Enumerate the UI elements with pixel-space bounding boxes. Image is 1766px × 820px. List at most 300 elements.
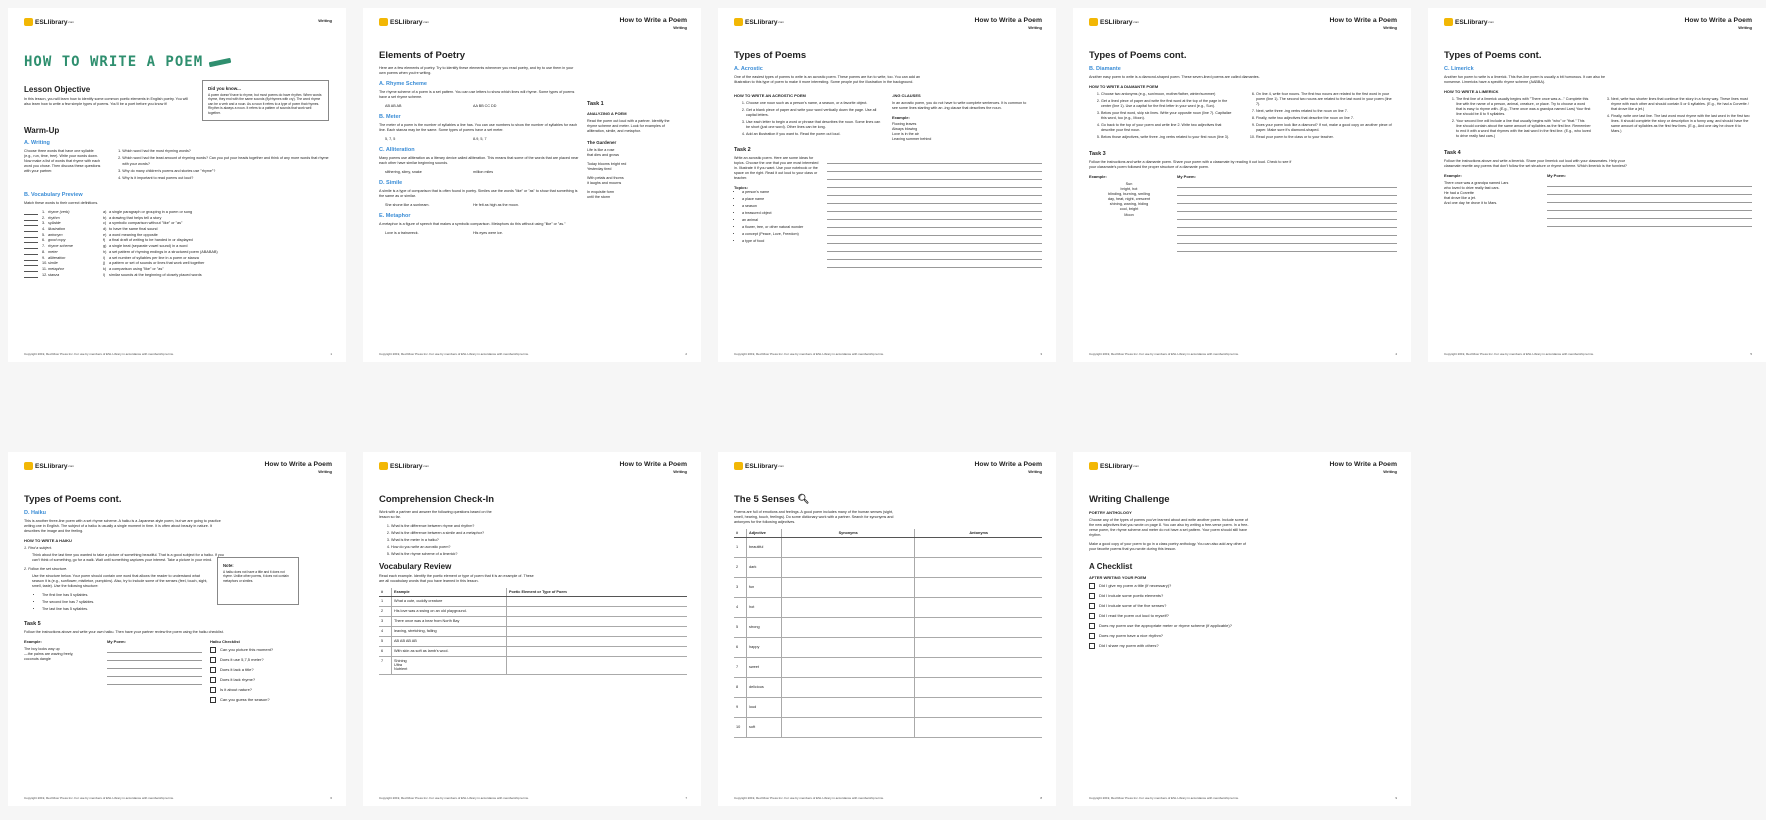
row-number: 4 (379, 626, 392, 636)
writing-line[interactable] (1177, 228, 1397, 236)
writing-line[interactable] (107, 661, 202, 669)
row-number: 7 (379, 656, 392, 674)
writing-line[interactable] (827, 260, 1042, 268)
checkbox[interactable] (1089, 583, 1095, 589)
vocab-review-table: # Example Poetic Element or Type of Poem 1 What a cute, cuddly creature 2 His love was a swing on an old playground. 3 There once was a bear from North Bay 4 leaving, stretching, falling 5 AB AB AB AB 6 With skin as soft as lamb's wool. 7 Shining Ultra Nutrient (379, 588, 687, 675)
page-footer: Copyright 2019, Red River Press Inc. For use by members of ESL Library in accordance with membership terms. 4 (1089, 352, 1397, 356)
poem-line: shining, waning, hiding (1109, 202, 1149, 207)
writing-line[interactable] (1547, 187, 1752, 195)
writing-line[interactable] (1177, 204, 1397, 212)
definition-text: a pattern or set of sounds or lines that work well together (109, 261, 205, 266)
writing-line[interactable] (1547, 219, 1752, 227)
row-number: 8 (734, 677, 747, 697)
book-icon (24, 18, 33, 26)
writing-line[interactable] (1547, 179, 1752, 187)
checklist-item (1089, 613, 1397, 619)
poem-line: until the storm (587, 194, 611, 199)
table-row (734, 657, 1042, 677)
page-footer: Copyright 2019, Red River Press Inc. For use by members of ESL Library in accordance with membership terms. 8 (734, 796, 1042, 800)
table-row (379, 656, 687, 674)
writing-line[interactable] (1177, 212, 1397, 220)
vocab-number: 4. (42, 227, 46, 232)
table-row (734, 637, 1042, 657)
poem-line: Life is like a rose (587, 147, 615, 152)
checkbox[interactable] (1089, 593, 1095, 599)
poem-line: who loved to drive really fast cars. (1444, 185, 1500, 190)
poem-line: There once was a grandpa named Lars (1444, 180, 1509, 185)
page-title: Types of Poems (734, 50, 807, 61)
esl-library-logo: ESLlibrary .com (734, 462, 784, 470)
poem-line: Today blooms bright red (587, 161, 627, 166)
page-header: ESLlibrary .com How to Write a Poem Writing (24, 462, 332, 484)
vocab-word: illustration (48, 227, 66, 232)
haiku-checklist (210, 647, 332, 703)
example-cell: What a cute, cuddly creature (392, 596, 507, 606)
checklist-item (1089, 593, 1397, 599)
vocab-number: 5. (42, 232, 46, 237)
answer-blank[interactable] (24, 244, 38, 249)
page-title: Writing Challenge (1089, 494, 1170, 505)
page-footer: Copyright 2019, Red River Press Inc. For use by members of ESL Library in accordance with membership terms. 9 (1089, 796, 1397, 800)
writing-line[interactable] (107, 669, 202, 677)
page-7: ESLlibrary .com How to Write a Poem Writing Comprehension Check-In Work with a partner and answer the following questions based on the lesson so far. 1. What is the difference between rhyme and rhythm? 2. What is the difference between a simile and a metaphor? 3. What is the meter in a haiku? 4. How do you write an acrostic poem? 5. What is the rhyme scheme of a limerick? Vocabulary Review Read each example. Identify the poetic element or type of poem that it is an example of. These are all vocabulary words that you have learned in this lesson. # Example Poetic Element or Type of Poem 1 What a cute, cuddly creature 2 His love was a swing on an old playground. 3 There once was a bear from North Bay 4 leaving, stretching, falling 5 AB AB AB AB 6 With skin as soft as lamb's wool. 7 Shining Ultra Nutrient Copyright 2019, Red River Press Inc. For use by members of ESL Library in accordance with membership terms. 7 (363, 452, 701, 806)
row-number: 1 (379, 596, 392, 606)
poem-line: bright, hot (1120, 186, 1138, 191)
definition-text: a single beat (separate vowel sound) in a word (109, 244, 188, 249)
poem-line: cool, bright (1119, 207, 1139, 212)
checklist-item (210, 687, 332, 693)
answer-blank[interactable] (24, 216, 38, 221)
answer-blank[interactable] (24, 238, 38, 243)
writing-line[interactable] (827, 188, 1042, 196)
adjective-cell: happy (747, 637, 782, 657)
checklist-text: Can you guess the season? (220, 697, 270, 703)
esl-library-logo: ESLlibrary .com (1444, 18, 1494, 26)
vocab-number: 11. (42, 266, 47, 271)
did-you-know-box: Did you know... A poem doesn't have to rhyme, but most poems do have rhythm. When words rhyme, they end with the same sounds (fly/rhymes with cry). The word rhyme can be a verb and a noun. As a noun it refers to a type of poem that rhymes. Rhythm is always a noun. It refers to a pattern of sounds that work well together. (202, 80, 329, 121)
page-header: ESLlibrary .com How to Write a Poem Writing (379, 18, 687, 40)
poem-line: Moon (1124, 212, 1134, 217)
antonyms-cell[interactable] (915, 717, 1042, 737)
vocab-number: 8. (42, 249, 46, 254)
page-4: ESLlibrary .com How to Write a Poem Writing Types of Poems cont. B. Diamante Another easy poem to write is a diamond-shaped poem. These seven-lined poems are called diamantes. HOW TO WRITE A DIAMANTE POEM 1. Choose two antonyms (e.g., sun/moon, mother/father, winter/summer) 2. Get a lined piece of paper and write the first word at the top of the page in the center (line 1). Use a capital for the first letter in your word (e.g., Sun). 3. Below your first word, skip six lines. Write your opposite noun (line 7). Capitalize this word, too (e.g., Moon). 4. Go back to the top of your poem and write line 2. Write two adjectives that describe your first noun. 5. Below those adjectives, write three -ing verbs related to your first noun (line 3). 6. On line 4, write four nouns. The first two nouns are related to the first word in your poem (line 1). The second two nouns are related to the last word in your poem (line 7). 7. Next, write three -ing verbs related to the noun on line 7. 8. Finally, write two adjectives that describe the noun on line 7. 9. Does your poem look like a diamond? If not, make a good copy on another piece of paper. Make sure it's diamond-shaped. 10. Read your poem to the class or to your teacher. Task 3 Follow the instructions and write a diamante poem. Share your poem with a classmate by reading it out loud. Check to see if your classmate's poem followed the proper structure of a diamante poem. Example: Sun bright, hot blinding, burning, smiling day, heat, night, crescent shining, waning, hiding cool, bright Moon My Poem: Copyright 2019, Red River Press Inc. For use by members of ESL Library in accordance with membership terms. 4 (1073, 8, 1411, 362)
answer-blank[interactable] (24, 233, 38, 238)
checkbox[interactable] (210, 647, 216, 653)
crayon-icon (209, 57, 232, 66)
esl-library-logo: ESLlibrary .com (734, 18, 784, 26)
vocab-word: metaphor (48, 266, 65, 271)
writing-line[interactable] (827, 252, 1042, 260)
checkbox[interactable] (1089, 613, 1095, 619)
page-footer: Copyright 2019, Red River Press Inc. For use by members of ESL Library in accordance with membership terms. 2 (379, 352, 687, 356)
table-row (379, 616, 687, 626)
senses-table: # Adjective Synonyms Antonyms 1 beautiful 2 dark 3 fun 4 hot 5 strong 6 happy 7 sweet 8 delicious 9 loud 10 soft (734, 529, 1042, 738)
definition-letter: c) (103, 221, 107, 226)
example-cell: AB AB AB AB (392, 636, 507, 646)
checkbox[interactable] (1089, 633, 1095, 639)
poem-line: blinding, burning, smiling (1108, 192, 1150, 197)
answer-blank[interactable] (24, 273, 38, 278)
definition-letter: k) (103, 266, 107, 271)
writing-line[interactable] (1177, 236, 1397, 244)
checklist-item (210, 677, 332, 683)
diamante-example (1089, 182, 1169, 218)
writing-line[interactable] (1177, 188, 1397, 196)
vocab-matching (24, 210, 332, 278)
limerick-steps-right: 3. Next, write two shorter lines that continue the story in a funny way. These lines must rhyme with each other and should contain 5 or 6 syllables. (E.g., He had a Corvette / that drove like a jet.) 4. Finally, write one last line. The last word must rhyme with the last word in the first two lines. It should complete the story or description in a funny way, and should have the same amount of syllables as the first few lines. (E.g., And one day he drove it to Mars.) (1599, 97, 1751, 141)
esl-library-logo: ESLlibrary .com (1089, 18, 1139, 26)
vocab-number: 7. (42, 244, 46, 249)
checklist-text: Did I include some of the five senses? (1099, 603, 1167, 609)
limerick-steps-left: 1. The first line of a limerick usually begins with "There once was a..." Complete this line with the name of a person, animal, creature, or place. Try to choose a word that is easy to rhyme with. (E.g., There once was a grandpa named Lars) Your first line should be 8 to 9 syllables. 2. Your second line will include a line that usually begins with "who" or "that." This line should contain about the same amount of syllables as the first line. Remember to end it with a word that rhymes with the last word in the first line. (E.g., who loved to drive really fast cars.) (1444, 97, 1591, 141)
synonyms-cell[interactable] (782, 697, 915, 717)
poem-line: that dies and grows (587, 152, 619, 157)
table-row (734, 577, 1042, 597)
vocab-number: 3. (42, 221, 46, 226)
page-title: Types of Poems cont. (1444, 50, 1542, 61)
table-row (734, 677, 1042, 697)
row-number: 6 (734, 637, 747, 657)
page-5: ESLlibrary .com How to Write a Poem Writing Types of Poems cont. C. Limerick Another fun poem to write is a limerick. This five-line poem is usually a bit humorous. It can also be nonsense. Limericks have a specific rhyme scheme (AABBA). HOW TO WRITE A LIMERICK 1. The first line of a limerick usually begins with "There once was a..." Complete this line with the name of a person, animal, creature, or place. Try to choose a word that is easy to rhyme with. (E.g., There once was a grandpa named Lars) Your first line should be 8 to 9 syllables. 2. Your second line will include a line that usually begins with "who" or "that." This line should contain about the same amount of syllables as the first line. Remember to end it with a word that rhymes with the last word in the first line. (E.g., who loved to drive really fast cars.) 3. Next, write two shorter lines that continue the story in a funny way. These lines must rhyme with each other and should contain 5 or 6 syllables. (E.g., He had a Corvette / that drove like a jet.) 4. Finally, write one last line. The last word must rhyme with the last word in the first two lines. It should complete the story or description in a funny way, and should have the same amount of syllables as the first few lines. (E.g., And one day he drove it to Mars.) Task 4 Follow the instructions above and write a limerick. Share your limerick out loud with your classmates. Help your classmate rewrite any poems that don't follow the set structure or rhyme scheme. Which limerick is the funniest? Example: There once was a grandpa named Lars who loved to drive really fast cars. He had a Corvette that drove like a jet. And one day he drove it to Mars. My Poem: Copyright 2019, Red River Press Inc. For use by members of ESL Library in accordance with membership terms. 5 (1428, 8, 1766, 362)
page-footer: Copyright 2019, Red River Press Inc. For use by members of ESL Library in accordance with membership terms. 5 (1444, 352, 1752, 356)
page-title: The 5 Senses 🔍︎ (734, 494, 810, 505)
acrostic-steps: 1. Choose one noun such as a person's name, a season, or a favorite object. 2. Get a blank piece of paper and write your word vertically down the page. Use all capital letters. 3. Use each letter to begin a word or phrase that describes the noun. Some lines can be short (just one word). Other lines can be long. 4. Add an illustration if you want to. Read the poem out loud. (734, 101, 884, 137)
checklist-text: Did I give my poem a title (if necessary)? (1099, 583, 1172, 589)
answer-blank[interactable] (24, 261, 38, 266)
esl-library-logo: ESLlibrary .com (379, 462, 429, 470)
adjective-cell: fun (747, 577, 782, 597)
checklist-text: Did I include some poetic elements? (1099, 593, 1164, 599)
row-number: 2 (379, 606, 392, 616)
answer-cell[interactable] (507, 616, 688, 626)
magnifier-icon: 🔍︎ (797, 494, 810, 505)
synonyms-cell[interactable] (782, 597, 915, 617)
checklist-text: Can you picture this moment? (220, 647, 274, 653)
writing-line[interactable] (827, 212, 1042, 220)
vocab-number: 12. (42, 272, 48, 277)
answer-cell[interactable] (507, 626, 688, 636)
example-cell: Shining Ultra Nutrient (392, 656, 507, 674)
definition-text: a comparison using "like" or "as" (109, 266, 164, 271)
vocab-number: 2. (42, 215, 46, 220)
writing-line[interactable] (827, 236, 1042, 244)
definition-letter: g) (103, 244, 107, 249)
answer-blank[interactable] (24, 210, 38, 215)
checklist-text: Did I share my poem with others? (1099, 643, 1159, 649)
synonyms-cell[interactable] (782, 557, 915, 577)
vocab-number: 9. (42, 255, 46, 260)
esl-library-logo: ESLlibrary .com (379, 18, 429, 26)
page-3: ESLlibrary .com How to Write a Poem Writing Types of Poems A. Acrostic One of the easiest types of poems to write is an acrostic poem. These poems are fun to write, too. You can add an illustration to this type of poem to make it more interesting. Some people put the illustration in the background. HOW TO WRITE AN ACROSTIC POEM 1. Choose one noun such as a person's name, a season, or a favorite object. 2. Get a blank piece of paper and write your word vertically down the page. Use all capital letters. 3. Use each letter to begin a word or phrase that describes the noun. Some lines can be short (just one word). Other lines can be long. 4. Add an illustration if you want to. Read the poem out loud. -ING CLAUSES In an acrostic poem, you do not have to write complete sentences. It is common to see some lines starting with an -ing clause that describes the noun. Example: Flowing leaves Always blowing Love is in the air Leaving summer behind Task 2 Write an acrostic poem. Here are some ideas for topics. Choose the one that you are most interested in. Illustrate it if you want. Use your notebook or the space on the right. Read it out loud to your class or teacher. Topics: • a person's name • a place name • a season • a treasured object • an animal • a flower, tree, or other natural wonder • a concept (Peace, Love, Freedom) • a type of food Copyright 2019, Red River Press Inc. For use by members of ESL Library in accordance with membership terms. 3 (718, 8, 1056, 362)
definition-letter: j) (103, 261, 106, 266)
esl-library-logo: ESLlibrary .com (24, 462, 74, 470)
vocab-number: 10. (42, 261, 48, 266)
poem-line: day, heat, night, crescent (1107, 197, 1151, 202)
row-number: 3 (379, 616, 392, 626)
writing-line[interactable] (827, 204, 1042, 212)
page-8: ESLlibrary .com How to Write a Poem Writing The 5 Senses 🔍︎ Poems are full of emotions and feelings. A good poem includes many of the human senses (sight, smell, hearing, touch, feelings). Do some dictionary work with a partner. Search for synonyms and antonyms for the following adjectives. # Adjective Synonyms Antonyms 1 beautiful 2 dark 3 fun 4 hot 5 strong 6 happy 7 sweet 8 delicious 9 loud 10 soft Copyright 2019, Red River Press Inc. For use by members of ESL Library in accordance with membership terms. 8 (718, 452, 1056, 806)
writing-line[interactable] (827, 164, 1042, 172)
answer-blank[interactable] (24, 256, 38, 261)
row-number: 2 (734, 557, 747, 577)
writing-line[interactable] (1177, 180, 1397, 188)
definition-letter: a) (103, 210, 107, 215)
writing-line[interactable] (827, 220, 1042, 228)
antonyms-cell[interactable] (915, 677, 1042, 697)
book-icon (1444, 18, 1453, 26)
page-9: ESLlibrary .com How to Write a Poem Writing Writing Challenge POETRY ANTHOLOGY Choose any of the types of poems you've learned about and write another poem. Include some of the new adjectives that you wrote on page 8. You can also try writing a free-verse poem. In a free-verse poem, the rhyme scheme and meter do not have a set pattern. Your poem should still have rhythm. Make a good copy of your poem to go in a class poetry anthology. You can also add any other of your favorite poems that you wrote during this lesson. A Checklist AFTER WRITING YOUR POEM Did I give my poem a title (if necessary)? Did I include some poetic elements? Did I include some of the five senses? Did I read the poem out loud to myself? Does my poem use the appropriate meter or rhyme scheme (if applicable)? Does my poem have a nice rhythm? Did I share my poem with others? Copyright 2019, Red River Press Inc. For use by members of ESL Library in accordance with membership terms. 9 (1073, 452, 1411, 806)
answer-blank[interactable] (24, 221, 38, 226)
writing-line[interactable] (1177, 196, 1397, 204)
warmup-questions: 1. Which word had the most rhyming words? 2. Which word had the least amount of rhyming words? Can you put your heads together and think of any more words that rhyme with your words? 3. Why do many children's poems and stories use "rhyme"? 4. Why is it important to read poems out loud? (110, 149, 332, 183)
checklist-text: Does it use 5,7,5 meter? (220, 657, 264, 663)
page-header: ESLlibrary .com How to Write a Poem Writing (734, 18, 1042, 40)
antonyms-cell[interactable] (915, 617, 1042, 637)
book-icon (24, 462, 33, 470)
definition-letter: e) (103, 232, 107, 237)
section-a-text: Choose three words that have one syllable (e.g., run, time, tree). Write your words down. Now make a list of words that rhyme with each word you chose. Then discuss these questions with your partner. (24, 149, 101, 174)
checklist-item (1089, 623, 1397, 629)
page-title: Elements of Poetry (379, 50, 466, 61)
answer-lines[interactable] (827, 156, 1042, 268)
checklist-item (1089, 603, 1397, 609)
objective-text: In this lesson, you will learn how to identify some common poetic elements in English poetry. You will also learn how to write a few simple types of poems. You'll be a poet before you know it! (24, 97, 188, 106)
checkbox[interactable] (210, 687, 216, 693)
answer-cell[interactable] (507, 596, 688, 606)
answer-lines[interactable] (1177, 180, 1397, 252)
definition-text: a drawing that helps tell a story (109, 215, 162, 220)
page-title: Comprehension Check-In (379, 494, 495, 505)
writing-line[interactable] (827, 180, 1042, 188)
answer-lines[interactable] (1547, 179, 1752, 227)
row-number: 5 (734, 617, 747, 637)
synonyms-cell[interactable] (782, 577, 915, 597)
page-footer: Copyright 2019, Red River Press Inc. For use by members of ESL Library in accordance with membership terms. 6 (24, 796, 332, 800)
vocab-word: antonym (48, 232, 63, 237)
poem-line: Sun (1125, 181, 1133, 186)
checkbox[interactable] (1089, 623, 1095, 629)
synonyms-cell[interactable] (782, 717, 915, 737)
synonyms-cell[interactable] (782, 657, 915, 677)
adjective-cell: dark (747, 557, 782, 577)
table-row (734, 537, 1042, 557)
table-row (379, 596, 687, 606)
writing-line[interactable] (1547, 195, 1752, 203)
diamante-steps-left: 1. Choose two antonyms (e.g., sun/moon, mother/father, winter/summer) 2. Get a lined piece of paper and write the first word at the top of the page in the center (line 1). Use a capital for the first letter in your word (e.g., Sun). 3. Below your first word, skip six lines. Write your opposite noun (line 7). Capitalize this word, too (e.g., Moon). 4. Go back to the top of your poem and write line 2. Write two adjectives that describe your first noun. 5. Below those adjectives, write three -ing verbs related to your first noun (line 3). (1089, 92, 1236, 142)
definition-letter: f) (103, 238, 106, 243)
table-row (379, 646, 687, 656)
antonyms-cell[interactable] (915, 697, 1042, 717)
page-2: ESLlibrary .com How to Write a Poem Writing Elements of Poetry Here are a few elements of poetry. Try to identify these elements whenever you read poetry, and try to use them in your own poems when you're writing. A. Rhyme Scheme The rhyme scheme of a poem is a set pattern. You can use letters to show which lines will rhyme. Some types of poems have a set rhyme scheme. AB AB AB AA BB CC DD B. Meter The meter of a poem is the number of syllables a line has. You can use numbers to show the number of syllables for each line. Each stanza may be the same. Some types of poems have a set meter. 5, 7, 5 8-9, 5, 7 C. Alliteration Many poems use alliteration as a literary device called alliteration. This means that some of the words that are placed near each other have similar beginning sounds. slithering, slimy, snake million miles D. Simile A simile is a type of comparison that is often found in poetry. Similes use the words "like" or "as" to show that something is the same as or similar. She shone like a sunbeam. He felt as high as the moon. E. Metaphor A metaphor is a figure of speech that makes a symbolic comparison. Metaphors do this without using "like" or "as." Love is a trainwreck. His eyes were ice. Task 1 ANALYZING A POEM Read the poem out loud with a partner. Identify the rhyme scheme and meter. Look for examples of alliteration, simile, and metaphor. The Gardener Life is like a rose that dies and grows Today blooms bright red Yesterday tired With petals and thorns it laughs and mourns In exquisite form until the storm Copyright 2019, Red River Press Inc. For use by members of ESL Library in accordance with membership terms. 2 (363, 8, 701, 362)
book-icon (379, 18, 388, 26)
page-header: ESLlibrary .com How to Write a Poem Writing (1089, 462, 1397, 484)
row-number: 5 (379, 636, 392, 646)
answer-cell[interactable] (507, 656, 688, 674)
table-row (734, 617, 1042, 637)
table-row (734, 697, 1042, 717)
writing-line[interactable] (1547, 211, 1752, 219)
table-row (734, 557, 1042, 577)
writing-line[interactable] (827, 172, 1042, 180)
synonyms-cell[interactable] (782, 637, 915, 657)
checklist-item (1089, 643, 1397, 649)
vocab-word: good copy (48, 238, 66, 243)
comprehension-questions: 1. What is the difference between rhyme and rhythm? 2. What is the difference between a simile and a metaphor? 3. What is the meter in a haiku? 4. How do you write an acrostic poem? 5. What is the rhyme scheme of a limerick? (379, 524, 687, 557)
haiku-structure: • The first line has 5 syllables. • The second line has 7 syllables. • The last line has 5 syllables. (30, 593, 209, 612)
table-row (734, 717, 1042, 737)
book-icon (734, 462, 743, 470)
row-number: 6 (379, 646, 392, 656)
page-title: Types of Poems cont. (1089, 50, 1187, 61)
checkbox[interactable] (210, 677, 216, 683)
checklist-item (1089, 633, 1397, 639)
poem-line: —the palms are waving freely, (24, 651, 74, 656)
book-icon (1089, 18, 1098, 26)
note-box: Note: A haiku does not have a title and it does not rhyme. Unlike other poems, it does not contain metaphors or similes. (217, 557, 299, 605)
row-number: 10 (734, 717, 747, 737)
antonyms-cell[interactable] (915, 537, 1042, 557)
answer-cell[interactable] (507, 646, 688, 656)
adjective-cell: soft (747, 717, 782, 737)
checklist-item (210, 697, 332, 703)
vocab-number: 1. (42, 210, 46, 215)
definition-text: a set pattern of rhyming endings in a structured poem (ABABAB) (109, 249, 218, 254)
page-header: ESLlibrary .com How to Write a Poem Writing (1089, 18, 1397, 40)
checklist-text: Did I read the poem out loud to myself? (1099, 613, 1169, 619)
definition-letter: b) (103, 215, 107, 220)
vocab-word: syllable (48, 221, 61, 226)
adjective-cell: sweet (747, 657, 782, 677)
answer-blank[interactable] (24, 227, 38, 232)
limerick-example (1444, 181, 1539, 206)
poem-line: With petals and thorns (587, 175, 624, 180)
checkbox[interactable] (210, 697, 216, 703)
table-row (734, 597, 1042, 617)
definition-letter: h) (103, 249, 107, 254)
definition-text: a final draft of writing to be handed in or displayed (109, 238, 193, 243)
definition-text: a symbolic comparison without "like" or "as" (109, 221, 183, 226)
header-tag: Writing (318, 18, 332, 23)
esl-library-logo: ESLlibrary .com (24, 18, 74, 26)
adjective-cell: strong (747, 617, 782, 637)
example-cell: There once was a bear from North Bay (392, 616, 507, 626)
checklist-item (210, 657, 332, 663)
writing-line[interactable] (1177, 244, 1397, 252)
poem-line: it laughs and mourns (587, 180, 622, 185)
page-header: ESLlibrary .com How to Write a Poem Writing (379, 462, 687, 484)
antonyms-cell[interactable] (915, 557, 1042, 577)
synonyms-cell[interactable] (782, 617, 915, 637)
answer-lines[interactable] (107, 645, 202, 685)
section-b-heading: B. Vocabulary Preview (24, 192, 83, 199)
antonyms-cell[interactable] (915, 577, 1042, 597)
lesson-title: HOW TO WRITE A POEM (24, 54, 332, 70)
page-header: ESLlibrary .com How to Write a Poem Writing (734, 462, 1042, 484)
table-row (379, 636, 687, 646)
writing-line[interactable] (107, 645, 202, 653)
writing-line[interactable] (107, 677, 202, 685)
writing-line[interactable] (1177, 220, 1397, 228)
page-6: ESLlibrary .com How to Write a Poem Writing Types of Poems cont. D. Haiku This is another three-line poem with a set rhyme scheme. A haiku is a Japanese-style poem, but we are going to practice writing one in English. The subject of a haiku is usually a single moment in time. It is often about beauty in nature. It describes the image and the feeling. HOW TO WRITE A HAIKU 1. Find a subject. Think about the last time you wanted to take a picture of something beautiful. That is a good subject for a haiku. If you can't think of something, go for a walk. Wait until something captures your interest. Take a picture in your mind. 2. Follow the set structure. Use the structure below. Your poem should contain one word that allows the reader to understand what season it is (e.g., sunflower, mistletoe, pumpkins). Also, try to include some of the senses (feel, touch, sight, smell, taste). Use the following structure: • The first line has 5 syllables. • The second line has 7 syllables. • The last line has 5 syllables. Note: A haiku does not have a title and it does not rhyme. Unlike other poems, it does not contain metaphors or similes. Task 5 Follow the instructions above and write your own haiku. Then have your partner review the poem using the haiku checklist. Example: The boy looks way up —the palms are waving freely, coconuts dangle My Poem: Haiku Checklist Can you picture this moment? Does it use 5,7,5 meter? Does it lack a title? Does it lack rhyme? Is it about nature? Can you guess the season? Copyright 2019, Red River Press Inc. For use by members of ESL Library in accordance with membership terms. 6 (8, 452, 346, 806)
vocab-word: stanza (48, 272, 60, 277)
writing-line[interactable] (827, 244, 1042, 252)
vocab-word: simile (48, 261, 58, 266)
synonyms-cell[interactable] (782, 677, 915, 697)
definition-letter: d) (103, 227, 107, 232)
poem-line: Yesterday tired (587, 166, 612, 171)
definition-letter: l) (103, 272, 106, 277)
definition-letter: i) (103, 255, 106, 260)
vocab-number: 6. (42, 238, 46, 243)
poem-line: coconuts dangle (24, 656, 51, 661)
poem-checklist (1089, 583, 1397, 649)
synonyms-cell[interactable] (782, 537, 915, 557)
writing-line[interactable] (827, 156, 1042, 164)
vocab-word: alliteration (48, 255, 66, 260)
checkbox[interactable] (210, 657, 216, 663)
page-1: ESLlibrary .com Writing HOW TO WRITE A POEM Lesson Objective In this lesson, you will learn how to identify some common poetic elements in English poetry. You will also learn how to write a few simple types of poems. You'll be a poet before you know it! Did you know... A poem doesn't have to rhyme, but most poems do have rhythm. When words rhyme, they end with the same sounds (fly/rhymes with cry). The word rhyme can be a verb and a noun. As a noun it refers to a type of poem that rhymes. Rhythm is always a noun. It refers to a pattern of sounds that work well together. Warm-Up A. Writing Choose three words that have one syllable (e.g., run, time, tree). Write your words down. Now make a list of words that rhyme with each word you chose. Then discuss these questions with your partner. 1. Which word had the most rhyming words? 2. Which word had the least amount of rhyming words? Can you put your heads together and think of any more words that rhyme with your words? 3. Why do many children's poems and stories use "rhyme"? 4. Why is it important to read poems out loud? B. Vocabulary Preview Match these words to their correct definitions. 1. rhyme (verb) a) a single paragraph or grouping in a poem or song 2. rhythm b) a drawing that helps tell a story 3. syllable c) a symbolic comparison without "like" or "as" 4. illustration d) to have the same final sound 5. antonym e) a word meaning the opposite 6. good copy f) a final draft of writing to be handed in or displayed 7. rhyme scheme g) a single beat (separate vowel sound) in a word 8. meter h) a set pattern of rhyming endings in a structured poem (ABABAB) 9. alliteration i) a set number of syllables per line in a poem or stanza 10. simile j) a pattern or set of sounds or lines that work well together 11. metaphor k) a comparison using "like" or "as" 12. stanza l) similar sounds at the beginning of closely placed words Copyright 2019, Red River Press Inc. For use by members of ESL Library in accordance with membership terms. 1 (8, 8, 346, 362)
answer-cell[interactable] (507, 606, 688, 616)
vocab-word: rhyme (verb) (48, 210, 70, 215)
page-footer: Copyright 2019, Red River Press Inc. For use by members of ESL Library in accordance with membership terms. 7 (379, 796, 687, 800)
checkbox[interactable] (210, 667, 216, 673)
page-header: ESLlibrary .com How to Write a Poem Writing (1444, 18, 1752, 40)
page-title: Types of Poems cont. (24, 494, 122, 505)
writing-line[interactable] (827, 196, 1042, 204)
section-a-heading: A. Writing (24, 140, 50, 147)
antonyms-cell[interactable] (915, 597, 1042, 617)
checkbox[interactable] (1089, 603, 1095, 609)
poem-line: In exquisite form (587, 189, 615, 194)
checklist-item (210, 647, 332, 653)
row-number: 7 (734, 657, 747, 677)
book-icon (1089, 462, 1098, 470)
answer-blank[interactable] (24, 250, 38, 255)
book-icon (379, 462, 388, 470)
antonyms-cell[interactable] (915, 637, 1042, 657)
vocab-word: rhythm (48, 215, 60, 220)
definition-text: a word meaning the opposite (109, 232, 158, 237)
checklist-text: Is it about nature? (220, 687, 253, 693)
answer-cell[interactable] (507, 636, 688, 646)
writing-line[interactable] (107, 653, 202, 661)
poem-line: And one day he drove it to Mars. (1444, 200, 1498, 205)
table-row (379, 626, 687, 636)
book-icon (734, 18, 743, 26)
adjective-cell: hot (747, 597, 782, 617)
definition-text: a set number of syllables per line in a poem or stanza (109, 255, 199, 260)
table-row (379, 606, 687, 616)
checklist-item (210, 667, 332, 673)
example-cell: With skin as soft as lamb's wool. (392, 646, 507, 656)
page-footer: Copyright 2019, Red River Press Inc. For use by members of ESL Library in accordance with membership terms. 3 (734, 352, 1042, 356)
checklist-text: Does it lack rhyme? (220, 677, 256, 683)
row-number: 3 (734, 577, 747, 597)
row-number: 9 (734, 697, 747, 717)
example-cell: His love was a swing on an old playground. (392, 606, 507, 616)
writing-line[interactable] (1547, 203, 1752, 211)
adjective-cell: loud (747, 697, 782, 717)
vocab-word: meter (48, 249, 58, 254)
writing-line[interactable] (827, 228, 1042, 236)
antonyms-cell[interactable] (915, 657, 1042, 677)
haiku-example (24, 647, 99, 662)
answer-blank[interactable] (24, 267, 38, 272)
vocab-row (24, 273, 332, 279)
adjective-cell: beautiful (747, 537, 782, 557)
poem-line: that drove like a jet. (1444, 195, 1476, 200)
checkbox[interactable] (1089, 643, 1095, 649)
